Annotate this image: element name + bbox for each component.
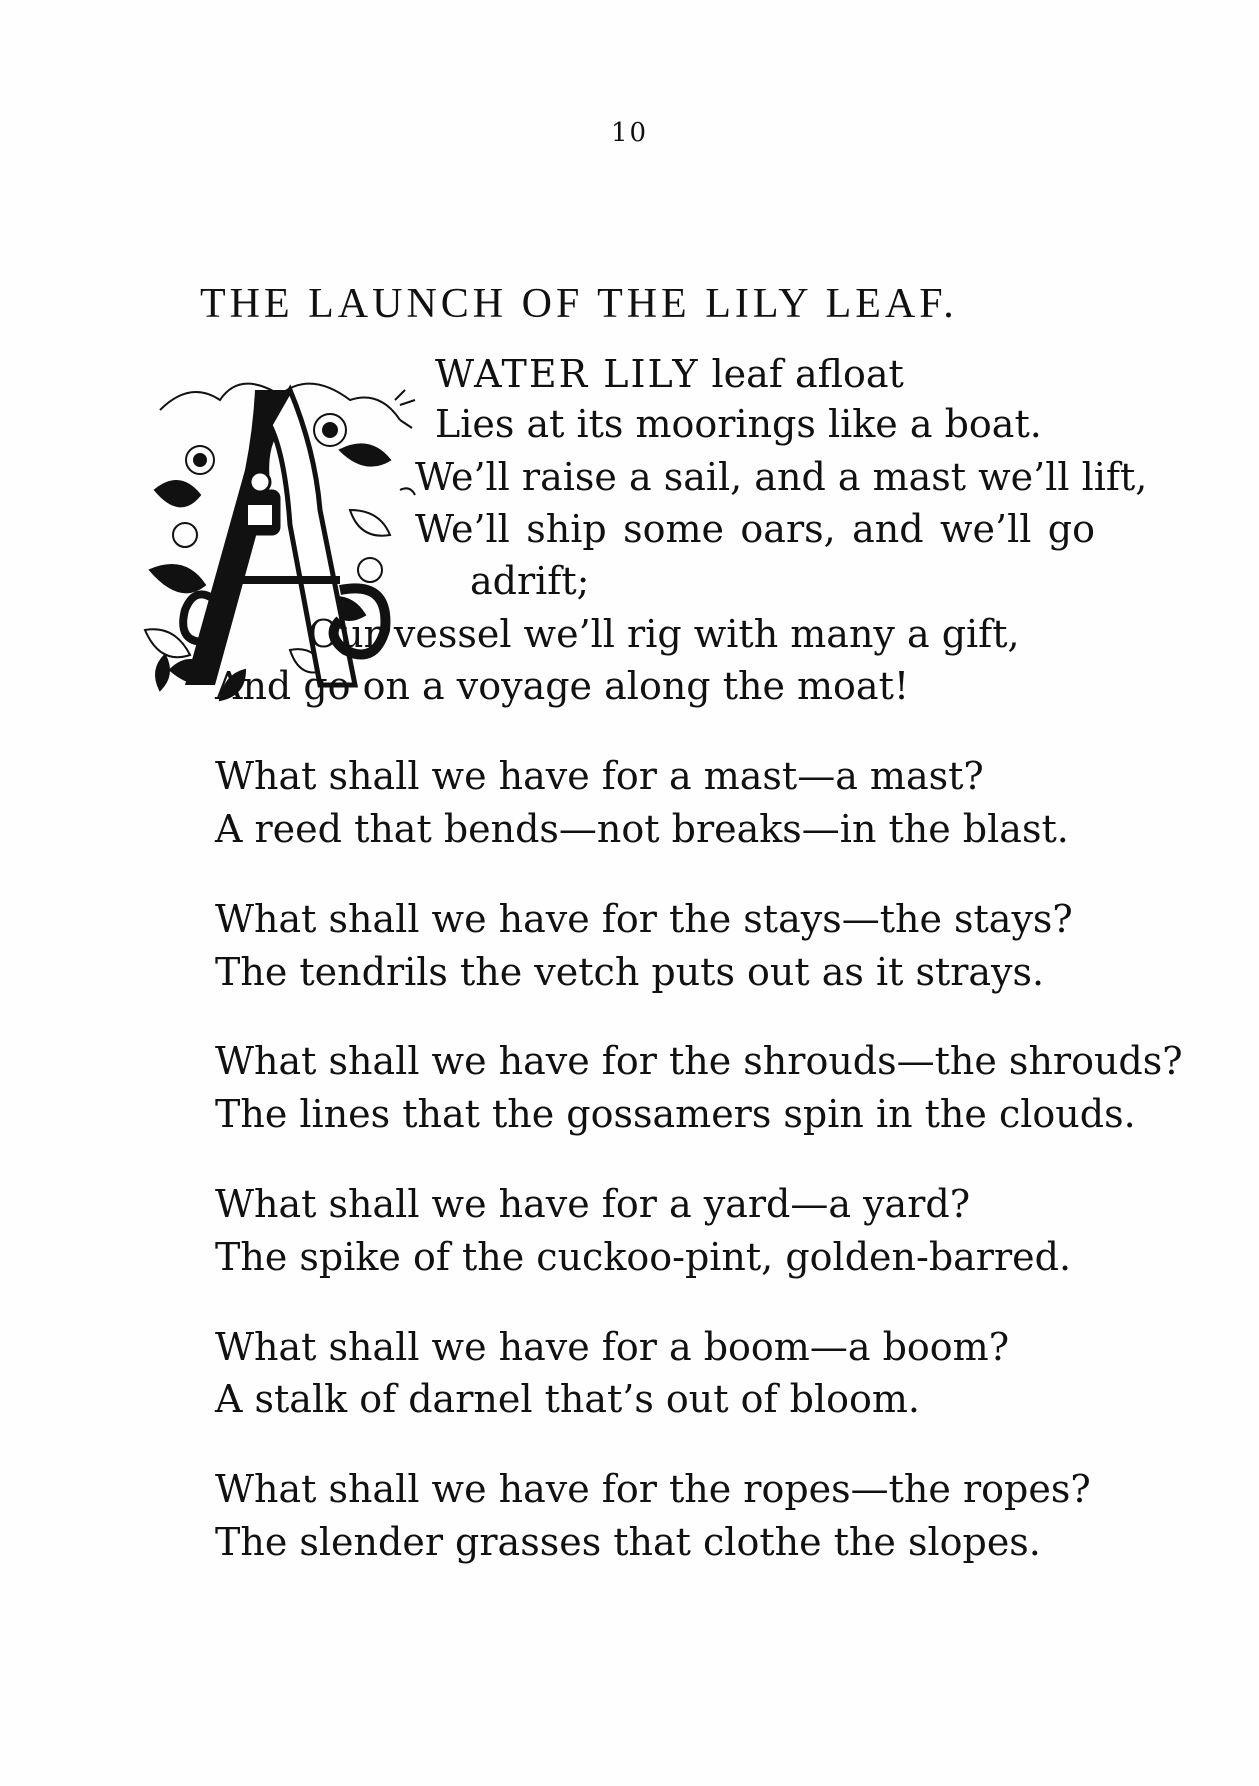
line-4-word: and (852, 507, 924, 551)
line-4-word: We’ll (415, 507, 510, 551)
line-4-word: go (1047, 507, 1095, 551)
stanza-answer: A reed that bends—not breaks—in the blast. (215, 807, 1069, 851)
opening-line-1-rest: leaf afloat (699, 352, 904, 396)
opening-line-2: Lies at its moorings like a boat. (435, 402, 1042, 446)
opening-line-3: We’ll raise a sail, and a mast we’ll lift, (415, 455, 1148, 499)
opening-line-7: And go on a voyage along the moat! (215, 664, 910, 708)
page-number: 10 (610, 118, 649, 148)
stanza-answer: The tendrils the vetch puts out as it strays. (215, 950, 1045, 994)
stanza-question: What shall we have for a boom—a boom? (215, 1325, 1010, 1369)
line-4-word: oars, (740, 507, 836, 551)
poem-title: THE LAUNCH OF THE LILY LEAF. (200, 281, 958, 327)
stanza-question: What shall we have for a mast—a mast? (215, 754, 984, 798)
stanza-question: What shall we have for the ropes—the ropes? (215, 1467, 1091, 1511)
stanza-answer: A stalk of darnel that’s out of bloom. (215, 1377, 920, 1421)
opening-caps: WATER LILY (435, 352, 700, 396)
opening-line-1 (435, 352, 904, 396)
stanza-answer: The slender grasses that clothe the slopes. (215, 1520, 1041, 1564)
line-4-word: we’ll (939, 507, 1032, 551)
line-4-word: ship (526, 507, 607, 551)
line-4-word: some (623, 507, 725, 551)
stanza-answer: The spike of the cuckoo-pint, golden-barred. (215, 1235, 1072, 1279)
opening-line-6: Our vessel we’ll rig with many a gift, (308, 612, 1020, 656)
stanza-question: What shall we have for a yard—a yard? (215, 1182, 971, 1226)
stanza-answer: The lines that the gossamers spin in the clouds. (215, 1092, 1136, 1136)
opening-line-4 (415, 507, 1095, 551)
stanza-question: What shall we have for the stays—the stays? (215, 897, 1073, 941)
stanza-question: What shall we have for the shrouds—the shrouds? (215, 1039, 1183, 1083)
opening-line-5: adrift; (470, 559, 590, 603)
